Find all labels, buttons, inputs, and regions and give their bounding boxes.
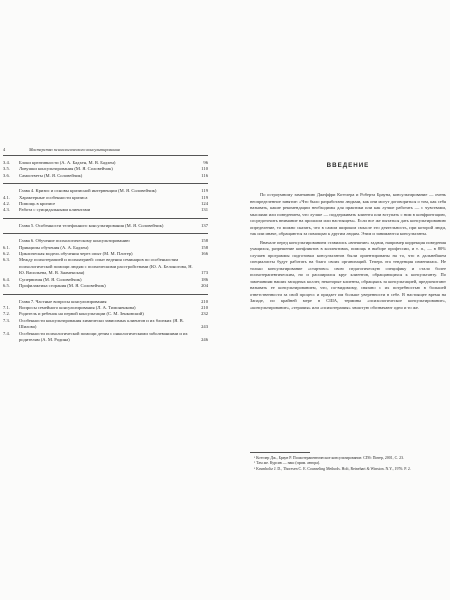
toc-entry-page: 119 [201,194,208,200]
toc-entry-page: 232 [201,311,208,317]
toc-entry-title: Принципы обучения (А. А. Бадхен) [19,244,89,250]
toc-entry-title: Глава 5. Особенности телефонного консультирования (М. Я. Соловейчик) [19,222,164,228]
footnote: ² Там же. Курсив — наш (прим. автора). [254,461,321,466]
toc-entry-number: 3.4. [3,160,10,165]
toc-entry-title: Родитель и ребенок на первой консультации (С. М. Зенковский) [19,311,144,317]
paragraph: По остроумному замечанию Джеффри Коттлера и Роберта Брауна, консультирование — очень неопределенное занятие: «Что было разработано людьми, как они могут договориться о том, как себя называть, какие рекомендации необходимы для практики или как лучше работать — с чувствами, мыслями или поведением, что лучше — поддерживать клиента или вступать с ним в конфронтацию, сосредоточить внимание на прошлом или настоящем». Если все же пытаться дать консультированию определение, то можно сказать, что в самом широком смысле это деятельность, при которой люди, так или иначе, обращаются за помощью к другим людям. Этим и занимаются консультанты. [250,192,446,236]
toc-entry-page: 110 [201,166,208,172]
toc-entry-number: 7.2. [3,311,10,317]
toc-entry-page: 124 [201,201,208,207]
toc-entry-page: 96 [203,160,208,165]
toc-entry-number: 7.4. [3,330,10,336]
footnote: ³ Krumboltz J. D., Thoresen C. E. Counseling Methods. Holt, Reinehart & Winston. N.Y., 1976. P. 2. [254,466,411,471]
toc-entry-page: 137 [201,222,208,228]
toc-entry-page: 243 [201,324,208,330]
toc-divider [3,294,208,295]
toc-entry-title: Между психотерапией и психиатрией: опыт ведения семинаров по особенностям психологической помощи людям с психическими расстройствами (Ю. А. Белоногова, Н. Ю. Васильева, М. В. Знаменская) [19,257,193,276]
toc-entry [3,283,208,289]
toc-entry-page: 166 [201,251,208,257]
toc-divider [3,233,208,234]
body-text [250,192,446,313]
toc-entry-title: Характерные особенности кризиса [19,194,88,200]
toc-divider [3,183,208,184]
toc-entry-title: Профилактика сгорания (М. Я. Соловейчик) [19,283,106,289]
toc-entry-page: 131 [201,207,208,213]
toc-entry-title: Супервизия (М. Я. Соловейчик) [19,276,82,282]
toc-entry-title: Особенности консультирования химически зависимых клиентов и их близких (Я. В. Шилова) [19,317,184,330]
toc-entry [3,207,208,213]
toc-entry-page: 119 [201,188,208,194]
toc-entry-number: 6.2. [3,251,10,257]
toc-entry-page: 158 [201,238,208,244]
toc-entry [3,173,208,179]
toc-entry [3,257,208,276]
toc-entry-title: Глава 4. Кризис и основы кризисной интервенции (М. Я. Соловейчик) [19,188,157,194]
page-number: 4 [3,147,6,152]
toc-entry [3,331,208,344]
section-heading: ВВЕДЕНИЕ [326,162,370,169]
running-header [3,146,208,156]
toc-entry-title: Особенности психологической помощи детям с онкологическими заболеваниями и их родителям (А. М. Родина) [19,330,188,342]
toc-entry [3,318,208,331]
toc-entry-page: 186 [201,276,208,282]
toc-entry-page: 246 [201,336,208,342]
toc-entry-page: 210 [201,298,208,304]
toc-entry-title: Самоответы (М. Я. Соловейчик) [19,172,83,178]
toc-entry-title: Глава 6. Обучение психологическому консультированию [19,238,130,244]
toc-chapter [3,223,208,229]
footnote-rule [250,452,310,453]
toc-entry-number: 7.1. [3,304,10,310]
toc-entry-title: Глава 7. Частные вопросы консультирования [19,298,107,304]
toc-entry-number: 4.3. [3,207,10,213]
toc-entry-title: Помощь в кризисе [19,201,56,207]
toc-entry-number: 7.3. [3,317,10,323]
toc-entry-title: Блоки креативности (А. А. Бадхен, М. В. Бадхен) [19,160,116,165]
toc-entry-number: 6.5. [3,283,10,289]
toc-entry-page: 210 [201,304,208,310]
toc-entry-number: 4.2. [3,201,10,207]
toc-entry-number: 3.6. [3,172,10,178]
toc-entry-title: Ловушки консультирования (М. Я. Соловейчик) [19,166,113,172]
toc-entry-page: 116 [201,172,208,178]
toc-entry-number: 3.5. [3,166,10,172]
toc-entry-number: 6.3. [3,257,10,263]
running-title: Мастерство психологического консультирования [29,147,120,152]
toc-entry-title: Вопросы семейного консультирования (Л. А. Тимоненкова) [19,304,136,310]
toc-entry-number: 6.1. [3,244,10,250]
paragraph: Вначале перед консультированием ставились «внешние» задачи, например коррекция поведения учащихся, разрешение конфликтов в коллективах, помощь в выборе профессии, и т. п., — в 80% случаев программы подготовки консультантов были ориентированы на то, что в дальнейшем специалисты будут работать на благо своих организаций. Теперь эта тенденция изменилась. Не только консультирование «стартово» свою педагогическую специфику и стало более психотерапевтическим, но и расширился круг клиентов, обращающихся к консультанту. По замечаниям наших западных коллег, некоторые клиенты, обращаясь за консультацией, предпочитают называть ее консультированием, что, по-видимому, связано с их потребностью в большей ответственности за свой процесс и придает им больше уверенности в себе. В настоящее время на Западе, по крайней мере в США, термины «психологическое консультирование», «консультирование», «терапия» или «психотерапия» зачастую обозначают одно и то же. [250,239,446,310]
toc-entry-page: 173 [201,270,208,276]
toc-divider [3,218,208,219]
footnote: ¹ Коттлер Дж., Браун Р. Психотерапевтическое консультирование. СПб: Питер, 2001, С. 23. [254,456,405,460]
toc-entry-title: Работа с суицидальными клиентами [19,207,91,213]
right-page [250,146,446,592]
toc-entry-title: Цикличеcкая модель обучения через опыт (М. М. Плотер) [19,251,133,257]
table-of-contents [3,160,208,343]
toc-entry-page: 204 [201,283,208,289]
left-page [3,146,208,592]
footnotes [250,452,446,472]
toc-entry-page: 158 [201,244,208,250]
toc-entry-number: 4.1. [3,194,10,200]
toc-entry-number: 6.4. [3,276,10,282]
